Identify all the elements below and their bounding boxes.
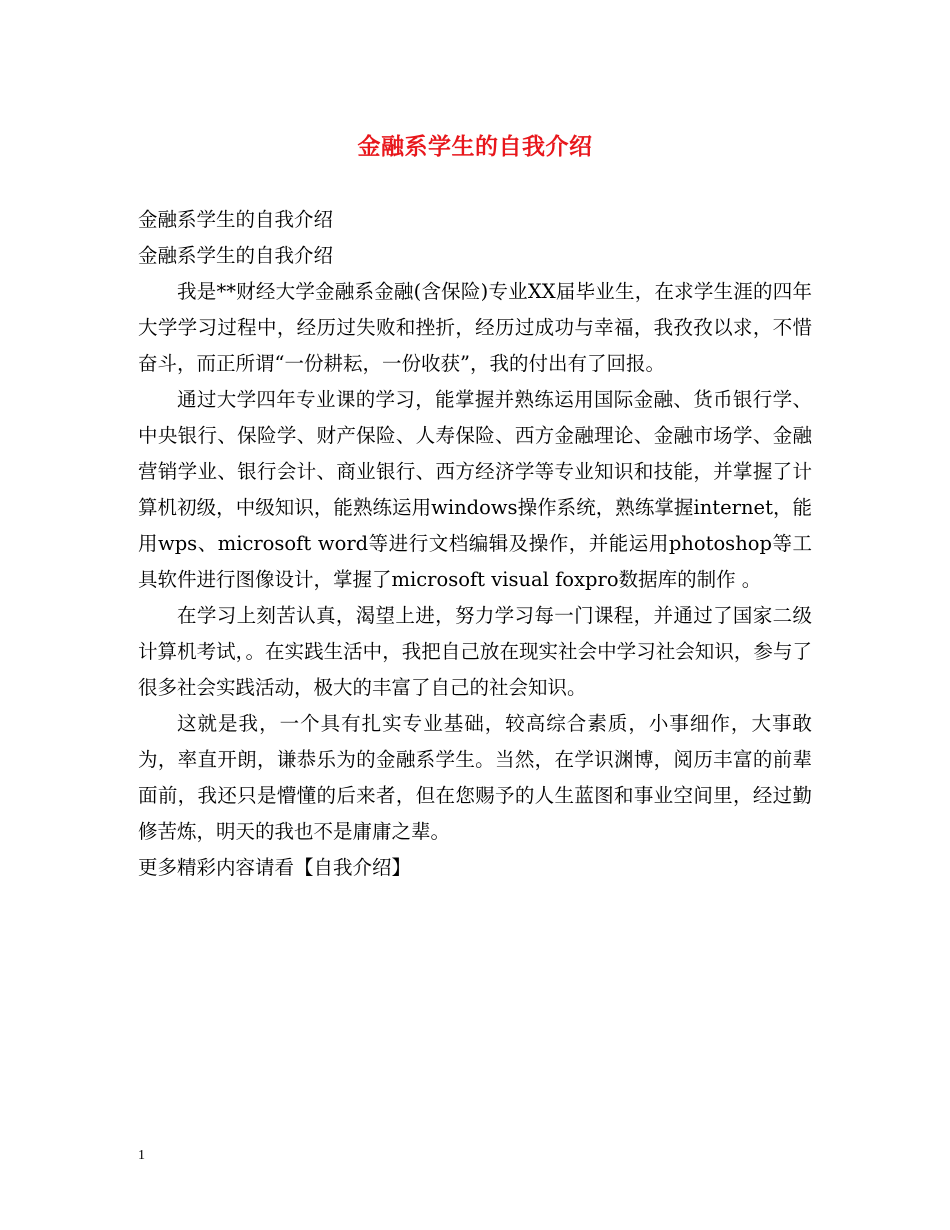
- paragraph-skills: 通过大学四年专业课的学习，能掌握并熟练运用国际金融、货币银行学、中央银行、保险学、财产保险、人寿保险、西方金融理论、金融市场学、金融营销学业、银行会计、商业银行、西方经济学等专业知识和技能，并掌握了计算机初级，中级知识，能熟练运用windows操作系统，熟练掌握internet，能用wps、microsoft word等进行文档编辑及操作，并能运用photoshop等工具软件进行图像设计，掌握了microsoft visual foxpro数据库的制作 。: [138, 388, 812, 591]
- paragraph-intro: 我是**财经大学金融系金融(含保险)专业XX届毕业生，在求学生涯的四年大学学习过程中，经历过失败和挫折，经历过成功与幸福，我孜孜以求，不惜奋斗，而正所谓“一份耕耘，一份收获”，我的付出有了回报。: [138, 280, 812, 375]
- page-number: 1: [138, 1148, 145, 1163]
- paragraph-study: 在学习上刻苦认真，渴望上进，努力学习每一门课程，并通过了国家二级计算机考试，。在实践生活中，我把自己放在现实社会中学习社会知识，参与了很多社会实践活动，极大的丰富了自己的社会知识。: [138, 604, 812, 699]
- subtitle-line-1: 金融系学生的自我介绍: [138, 208, 334, 231]
- paragraph-summary: 这就是我，一个具有扎实专业基础，较高综合素质，小事细作，大事敢为，率直开朗，谦恭乐为的金融系学生。当然，在学识渊博，阅历丰富的前辈面前，我还只是懵懂的后来者，但在您赐予的人生蓝图和事业空间里，经过勤修苦炼，明天的我也不是庸庸之辈。: [138, 712, 812, 843]
- document-body: [138, 202, 812, 886]
- document-title: 金融系学生的自我介绍: [357, 133, 593, 160]
- more-content-line: 更多精彩内容请看【自我介绍】: [138, 856, 412, 879]
- subtitle-line-2: 金融系学生的自我介绍: [138, 244, 334, 267]
